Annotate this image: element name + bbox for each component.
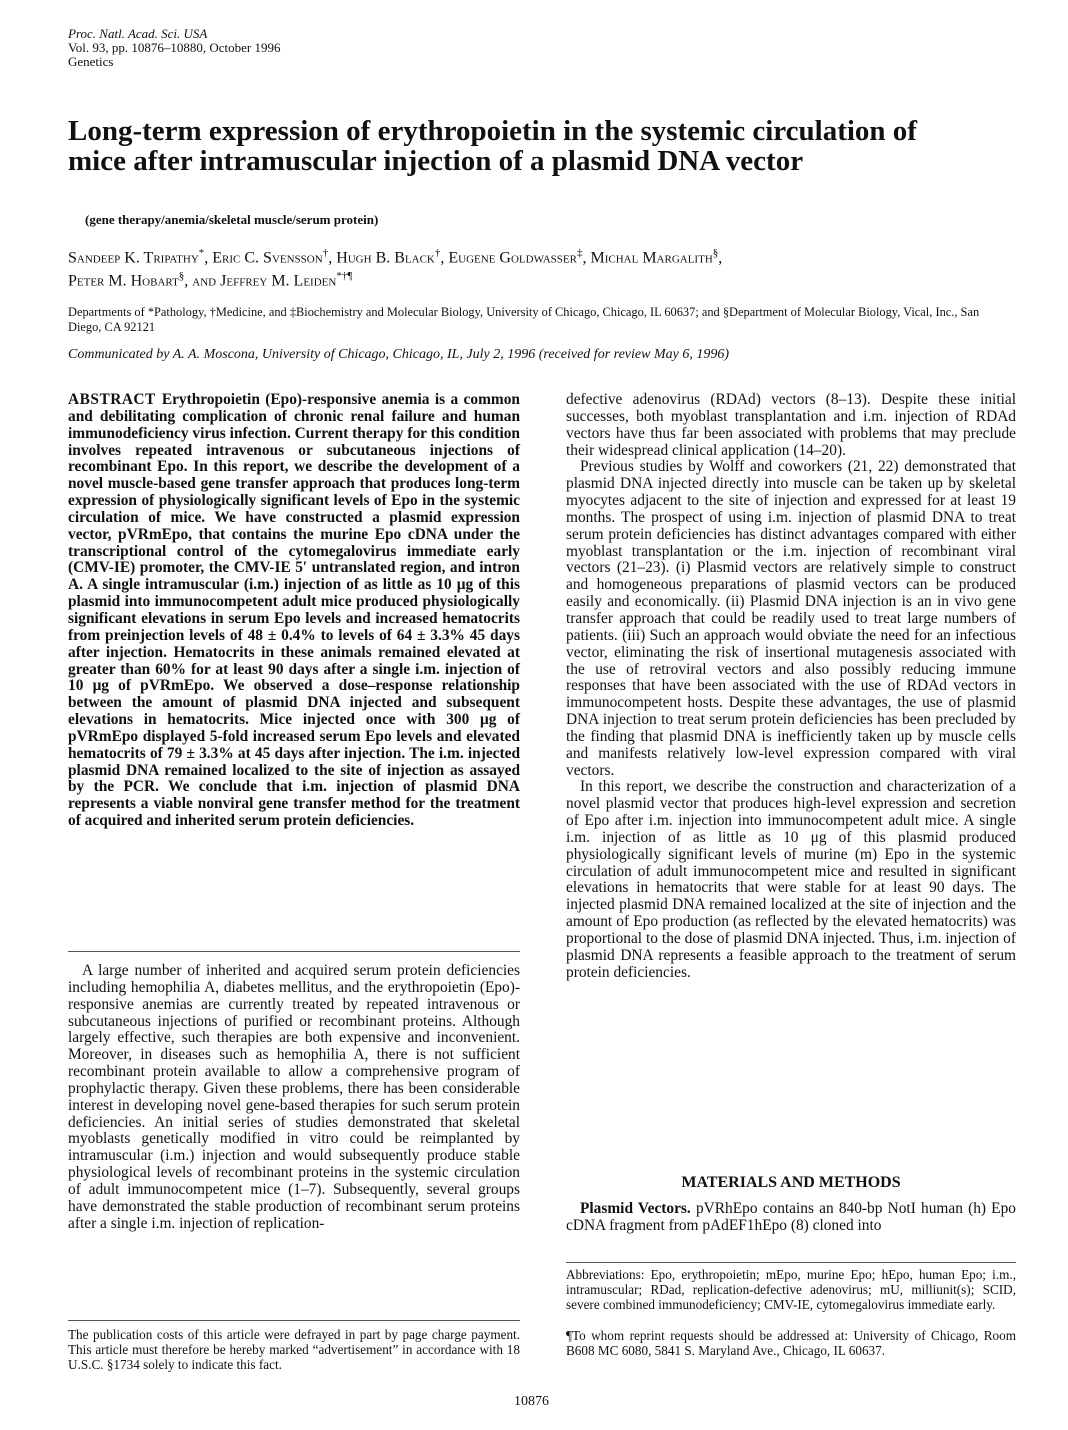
author-name: Eric C. Svensson <box>212 249 323 267</box>
footnote-divider <box>68 1320 520 1321</box>
abstract-text: Erythropoietin (Epo)-responsive anemia is a common and debilitating complication of chronic renal failure and human immunodeficiency virus infection. Current therapy for this condition involves repeated intravenous or subcutaneous injections of recombinant Epo. In this report, we describe the development of a novel muscle-based gene transfer approach that produces long-term expression of physiologically significant levels of Epo in the systemic circulation of mice. We have constructed a plasmid expression vector, pVRmEpo, that contains the murine Epo cDNA under the transcriptional control of the cytomegalovirus immediate early (CMV-IE) promoter, the CMV-IE 5′ untranslated region, and intron A. A single intramuscular (i.m.) injection of as little as 10 μg of this plasmid into immunocompetent adult mice produced physiologically significant elevations in serum Epo levels and increased hematocrits from preinjection levels of 48 ± 0.4% to levels of 64 ± 3.3% 45 days after injection. Hematocrits in these animals remained elevated at greater than 60% for at least 90 days after a single i.m. injection of 10 μg of pVRmEpo. We observed a dose–response relationship between the amount of plasmid DNA injected and subsequent elevations in hematocrits. Mice injected once with 300 μg of pVRmEpo displayed 5-fold increased serum Epo levels and elevated hematocrits of 79 ± 3.3% at 45 days after injection. The i.m. injected plasmid DNA remained localized to the site of injection as assayed by the PCR. We conclude that i.m. injection of plasmid DNA represents a viable nonviral gene transfer method for the treatment of acquired and inherited serum protein deficiencies. <box>68 391 520 830</box>
body-paragraph: defective adenovirus (RDAd) vectors (8–13). Despite these initial successes, both myoblast transplantation and i.m. injection of RDAd vectors have thus far been associated with problems that may preclude their widespread clinical application (14–20). <box>566 391 1016 459</box>
author-affiliation-mark: † <box>322 247 329 259</box>
affiliations: Departments of *Pathology, †Medicine, and ‡Biochemistry and Molecular Biology, University of Chicago, Chicago, IL 60637; and §Department of Molecular Biology, Vical, Inc., San Diego, CA 92121 <box>68 305 980 334</box>
intro-text: A large number of inherited and acquired serum protein deficiencies including hemophilia A, diabetes mellitus, and the erythropoietin (Epo)-responsive anemias are currently treated by repeated intravenous or subcutaneous injections of purified or recombinant proteins. Although largely effective, such therapies are both expensive and inconvenient. Moreover, in diseases such as hemophilia A, there is not sufficient recombinant protein available to allow a comprehensive program of prophylactic therapy. Given these problems, there has been considerable interest in developing novel gene-based therapies for such serum protein deficiencies. An initial series of studies demonstrated that skeletal myoblasts genetically modified in vitro could be reimplanted by intramuscular (i.m.) injection and would subsequently produce stable physiological levels of recombinant proteins in the systemic circulation of adult immunocompetent mice (1–7). Subsequently, several groups have demonstrated the stable production of recombinant serum proteins after a single i.m. injection of replication- <box>68 962 520 1232</box>
author-affiliation-mark: ‡ <box>576 247 583 259</box>
communicated-by: Communicated by A. A. Moscona, University of Chicago, Chicago, IL, July 2, 1996 (received for review May 6, 1996) <box>68 347 729 362</box>
methods-text: pVRhEpo contains an 840-bp NotI human (h) Epo cDNA fragment from pAdEF1hEpo (8) cloned into <box>566 1200 1016 1234</box>
author-affiliation-mark: * <box>198 247 205 259</box>
footnote-divider <box>566 1262 1016 1263</box>
author-name: Michal Margalith <box>590 249 713 267</box>
page-number: 10876 <box>514 1394 549 1409</box>
author-affiliation-mark: § <box>712 247 719 259</box>
author-name: Hugh B. Black <box>336 249 435 267</box>
author-affiliation-mark: † <box>434 247 441 259</box>
abstract <box>68 392 520 830</box>
author-affiliation-mark: *†¶ <box>336 270 353 283</box>
subsection-heading: Plasmid Vectors. <box>580 1200 691 1217</box>
right-column-body <box>566 392 1016 982</box>
author-name: Sandeep K. Tripathy <box>68 249 199 267</box>
author-affiliation-mark: § <box>178 270 185 283</box>
journal-section: Genetics <box>68 54 114 69</box>
journal-volume: Vol. 93, pp. 10876–10880, October 1996 <box>68 40 281 55</box>
journal-name: Proc. Natl. Acad. Sci. USA <box>68 26 208 41</box>
intro-paragraph <box>68 963 520 1233</box>
author-name: Eugene Goldwasser <box>448 249 577 267</box>
article-title: Long-term expression of erythropoietin in the systemic circulation of mice after intramuscular injection of a plasmid DNA vector <box>68 115 917 177</box>
body-paragraph: In this report, we describe the construction and characterization of a novel plasmid vector that produces high-level expression and secretion of Epo after i.m. injection into immunocompetent adult mice. A single i.m. injection of as little as 10 μg of this plasmid produced physiologically significant levels of murine (m) Epo in the systemic circulation of adult immunocompetent mice and resulted in significant elevations in hematocrits that were stable for at least 90 days. The injected plasmid DNA remained localized at the site of injection and the amount of Epo production (as reflected by the elevated hematocrits) was proportional to the dose of plasmid DNA injected. Thus, i.m. injection of plasmid DNA represents a feasible approach to the treatment of serum protein deficiencies. <box>566 778 1016 981</box>
cost-footnote: The publication costs of this article were defrayed in part by page charge payment. This article must therefore be hereby marked “advertisement” in accordance with 18 U.S.C. §1734 solely to indicate this fact. <box>68 1327 520 1372</box>
abstract-divider <box>68 951 520 952</box>
section-heading: MATERIALS AND METHODS <box>681 1174 901 1191</box>
author-name: Jeffrey M. Leiden <box>220 272 337 290</box>
author-conjunction: and <box>192 272 217 290</box>
body-paragraph: Previous studies by Wolff and coworkers (21, 22) demonstrated that plasmid DNA injected directly into muscle can be taken up by skeletal myocytes adjacent to the site of injection and expressed for at least 19 months. The prospect of using i.m. injection of plasmid DNA to treat serum protein deficiencies has distinct advantages compared with either myoblast transplantation or the i.m. injection of recombinant viral vectors (21–23). (i) Plasmid vectors are relatively simple to construct and homogeneous preparations of plasmid vectors can be produced easily and economically. (ii) Plasmid DNA injection is an in vivo gene transfer approach that could be readily used to treat large numbers of patients. (iii) Such an approach would obviate the need for an infectious vector, eliminating the risk of insertional mutagenesis associated with the use of retroviral vectors and also possibly reducing immune responses that have been associated with the use of RDAd vectors in immunocompetent hosts. Despite these advantages, the use of plasmid DNA injection to treat serum protein deficiencies has been precluded by the finding that plasmid DNA is inefficiently taken up by muscle cells and manifests relatively low-level expression compared with viral vectors. <box>566 458 1016 779</box>
author-list: Sandeep K. Tripathy*, Eric C. Svensson†, Hugh B. Black†, Eugene Goldwasser‡, Michal Margalith§, Peter M. Hobart§, and Jeffrey M. Leiden*†¶ <box>68 247 723 290</box>
abbreviations-footnote: Abbreviations: Epo, erythropoietin; mEpo, murine Epo; hEpo, human Epo; i.m., intramuscular; RDad, replication-defective adenovirus; mU, milliunit(s); SCID, severe combined immunodeficiency; CMV-IE, cytomegalovirus immediate early. <box>566 1267 1016 1312</box>
abstract-heading: ABSTRACT <box>68 391 156 408</box>
methods-paragraph <box>566 1201 1016 1235</box>
journal-header <box>68 27 280 69</box>
keywords: (gene therapy/anemia/skeletal muscle/serum protein) <box>85 212 379 227</box>
author-name: Peter M. Hobart <box>68 272 179 290</box>
reprint-footnote: ¶To whom reprint requests should be addressed at: University of Chicago, Room B608 MC 6080, 5841 S. Maryland Ave., Chicago, IL 60637. <box>566 1328 1016 1358</box>
